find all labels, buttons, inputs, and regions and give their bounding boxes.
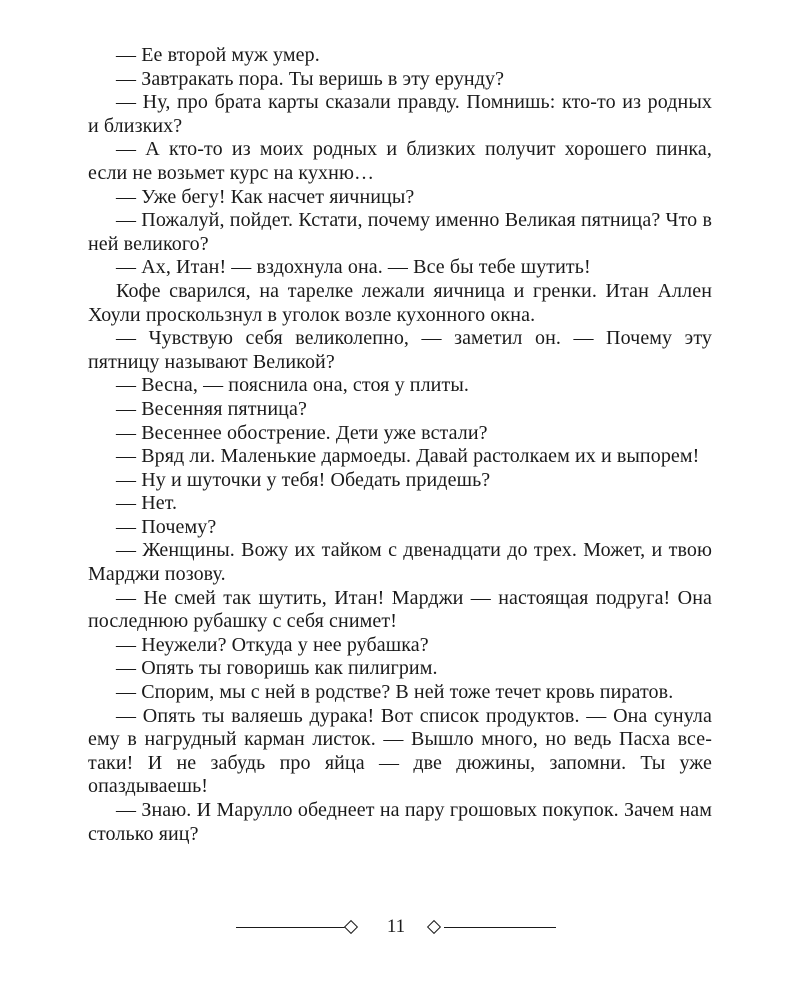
- paragraph: — Ее второй муж умер.: [116, 44, 320, 66]
- footer-rule-left: [236, 927, 348, 928]
- paragraph: — Спорим, мы с ней в родстве? В ней тоже течет кровь пиратов.: [116, 681, 674, 704]
- paragraph: — Ну, про брата карты сказали правду. Помнишь: кто-то из родных и близких?: [88, 91, 712, 137]
- page-body: [88, 44, 712, 846]
- paragraph: — Вряд ли. Маленькие дармоеды. Давай растолкаем их и выпорем!: [116, 445, 700, 468]
- paragraph: — Завтракать пора. Ты веришь в эту ерунду?: [116, 67, 505, 90]
- footer-rule-right: [444, 927, 556, 928]
- paragraph: — Весенняя пятница?: [116, 397, 307, 420]
- paragraph: — Уже бегу! Как насчет яичницы?: [116, 185, 415, 208]
- paragraph: — Весна, — пояснила она, стоя у плиты.: [116, 374, 469, 397]
- paragraph: — Опять ты говоришь как пилигрим.: [116, 657, 438, 680]
- paragraph: — Нет.: [116, 492, 178, 515]
- paragraph: — Чувствую себя великолепно, — заметил он. — Почему эту пятницу называют Великой?: [88, 327, 712, 373]
- page-number: 11: [386, 916, 406, 937]
- paragraph: — Женщины. Вожу их тайком с двенадцати до трех. Может, и твою Марджи позову.: [88, 539, 712, 586]
- diamond-ornament-icon: [427, 920, 441, 934]
- paragraph: — Почему?: [116, 515, 217, 538]
- paragraph: — Ах, Итан! — вздохнула она. — Все бы тебе шутить!: [116, 256, 591, 279]
- paragraph: — Весеннее обострение. Дети уже встали?: [116, 421, 488, 444]
- paragraph: — Пожалуй, пойдет. Кстати, почему именно Великая пятница? Что в ней великого?: [88, 209, 712, 255]
- paragraph: — А кто-то из моих родных и близких получит хорошего пинка, если не возьмет курс на кухню…: [88, 138, 712, 184]
- paragraph: — Опять ты валяешь дурака! Вот список продуктов. — Она сунула ему в нагрудный карман листок. — Вышло много, но ведь Пасха все-таки! И не забудь про яйца — две дюжины, запомни. Ты уже опаздываешь!: [88, 704, 712, 798]
- paragraph: — Неужели? Откуда у нее рубашка?: [116, 633, 429, 656]
- paragraph: — Не смей так шутить, Итан! Марджи — настоящая подруга! Она последнюю рубашку с себя снимет!: [88, 586, 712, 633]
- paragraph: Кофе сварился, на тарелке лежали яичница и гренки. Итан Аллен Хоули проскользнул в уголок возле кухонного окна.: [88, 279, 712, 326]
- diamond-ornament-icon: [344, 920, 358, 934]
- paragraph: — Ну и шуточки у тебя! Обедать придешь?: [116, 468, 491, 491]
- page-footer: [0, 914, 800, 942]
- paragraph: — Знаю. И Марулло обеднеет на пару грошовых покупок. Зачем нам столько яиц?: [88, 799, 712, 845]
